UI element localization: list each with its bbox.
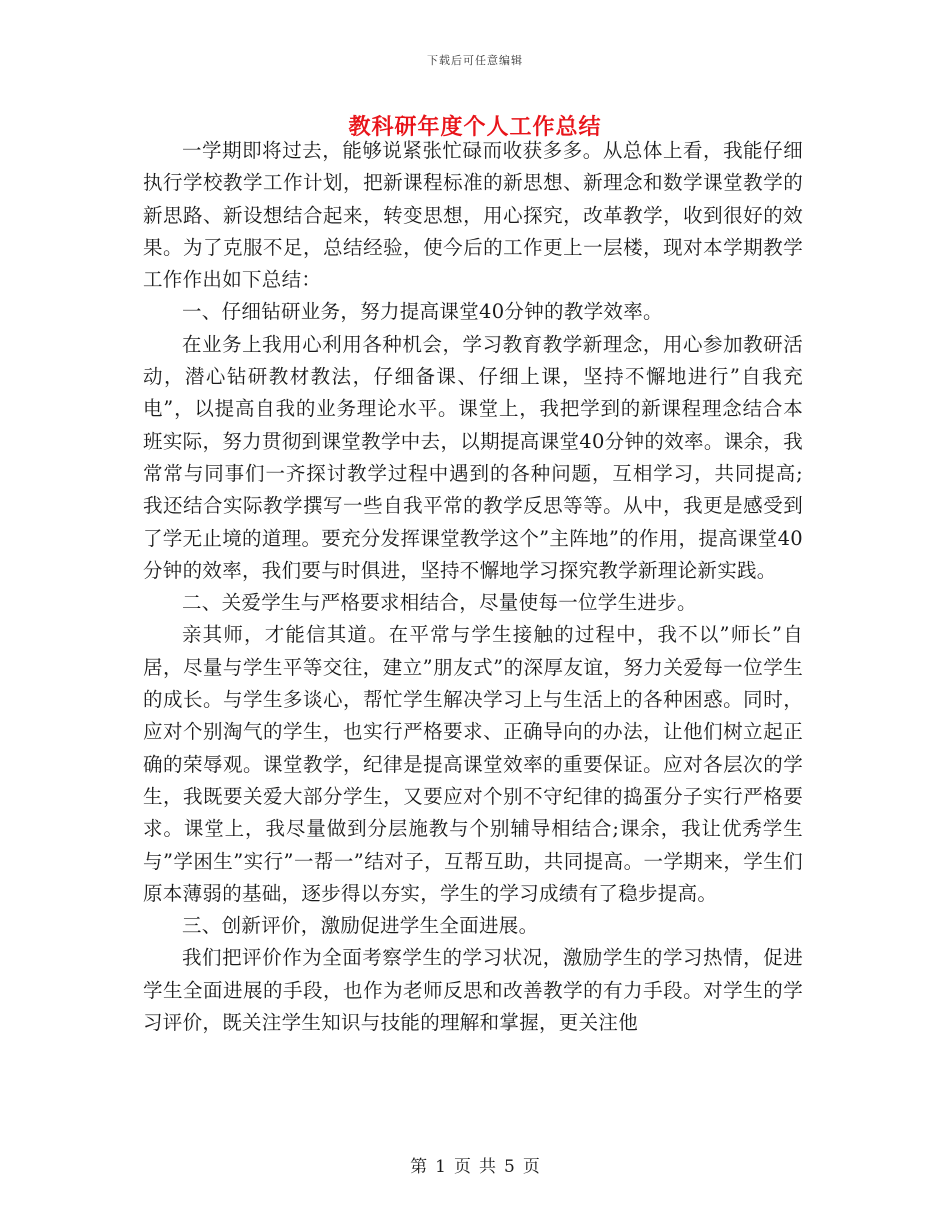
section-heading-2: 二、关爱学生与严格要求相结合，尽量使每一位学生进步。 bbox=[182, 591, 697, 615]
paragraph-section-2: 亲其师，才能信其道。在平常与学生接触的过程中，我不以”师长”自居，尽量与学生平等交往，建立”朋友式”的深厚友谊，努力关爱每一位学生的成长。与学生多谈心，帮忙学生解决学习上与生活上的各种困惑。同时，应对个别淘气的学生，也实行严格要求、正确导向的办法，让他们树立起正确的荣辱观。课堂教学，纪律是提高课堂效率的重要保证。应对各层次的学生，我既要关爱大部分学生，又要应对个别不守纪律的捣蛋分子实行严格要求。课堂上，我尽量做到分层施教与个别辅导相结合;课余，我让优秀学生与”学困生”实行”一帮一”结对子，互帮互助，共同提高。一学期来，学生们原本薄弱的基础，逐步得以夯实，学生的学习成绩有了稳步提高。 bbox=[143, 623, 803, 905]
page-label-prefix: 第 bbox=[410, 1157, 428, 1177]
section-heading-1: 一、仔细钻研业务，努力提高课堂40分钟的教学效率。 bbox=[182, 300, 663, 324]
header-note: 下载后可任意编辑 bbox=[427, 54, 523, 67]
page-label-mid-1: 页 bbox=[454, 1157, 471, 1177]
page-label-total-prefix: 共 bbox=[479, 1157, 496, 1177]
page-footer bbox=[0, 1152, 950, 1177]
current-page-number: 1 bbox=[435, 1157, 446, 1177]
paragraph-section-1: 在业务上我用心利用各种机会，学习教育教学新理念，用心参加教研活动，潜心钻研教材教法，仔细备课、仔细上课，坚持不懈地进行”自我充电”，以提高自我的业务理论水平。课堂上，我把学到的新课程理念结合本班实际，努力贯彻到课堂教学中去，以期提高课堂40分钟的效率。课余，我常常与同事们一齐探讨教学过程中遇到的各种问题，互相学习，共同提高;我还结合实际教学撰写一些自我平常的教学反思等等。从中，我更是感受到了学无止境的道理。要充分发挥课堂教学这个”主阵地”的作用，提高课堂40分钟的效率，我们要与时俱进，坚持不懈地学习探究教学新理论新实践。 bbox=[143, 332, 803, 582]
page-label-mid-2: 页 bbox=[522, 1157, 540, 1177]
total-pages-number: 5 bbox=[504, 1157, 515, 1177]
document-title: 教科研年度个人工作总结 bbox=[348, 114, 602, 140]
document-body bbox=[143, 135, 803, 1039]
section-heading-3: 三、创新评价，激励促进学生全面进展。 bbox=[182, 914, 539, 938]
paragraph-intro: 一学期即将过去，能够说紧张忙碌而收获多多。从总体上看，我能仔细执行学校教学工作计划，把新课程标准的新思想、新理念和数学课堂教学的新思路、新设想结合起来，转变思想，用心探究，改革教学，收到很好的效果。为了克服不足，总结经验，使今后的工作更上一层楼，现对本学期教学工作作出如下总结： bbox=[143, 139, 803, 292]
paragraph-section-3: 我们把评价作为全面考察学生的学习状况，激励学生的学习热情，促进学生全面进展的手段，也作为老师反思和改善教学的有力手段。对学生的学习评价，既关注学生知识与技能的理解和掌握，更关注他 bbox=[143, 946, 803, 1035]
